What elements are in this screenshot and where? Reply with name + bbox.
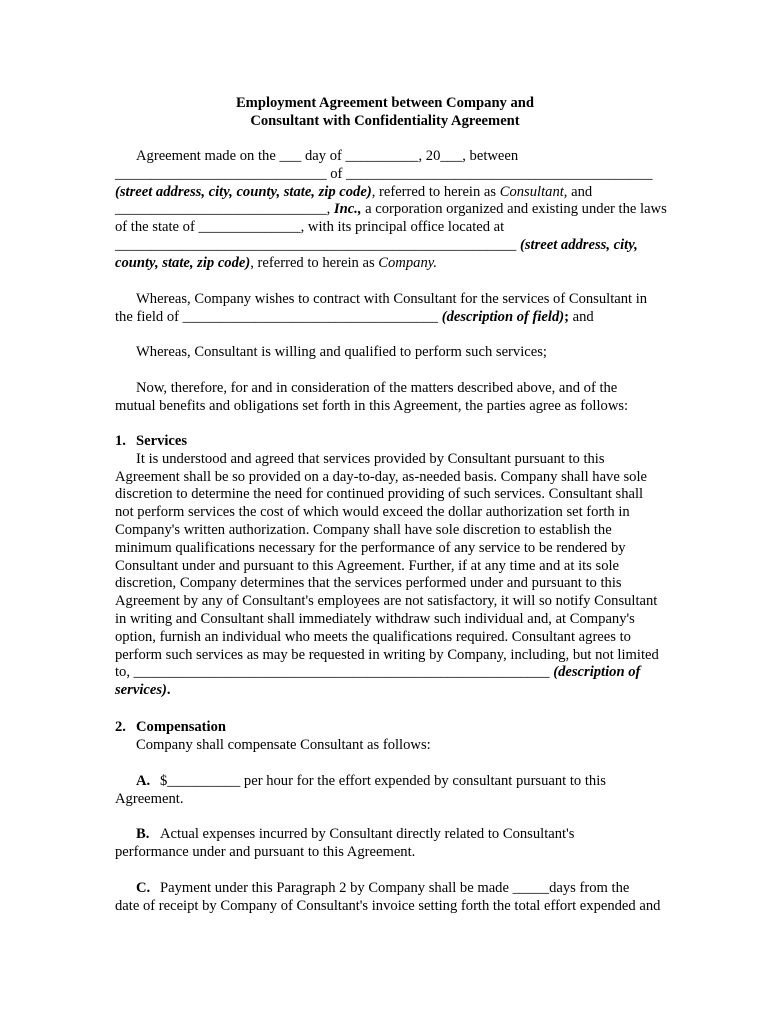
section-1-line: Consultant under and pursuant to this Agreement. Further, if at any time and at its sole xyxy=(115,557,620,574)
section-1-line: option, furnish an individual who meets the qualifications required. Consultant agrees to xyxy=(115,628,631,645)
whereas-paragraph-1 xyxy=(115,291,680,327)
section-2-intro: Company shall compensate Consultant as follows: xyxy=(136,736,431,753)
section-1-line: discretion to determine the need for continued providing of such services. Consultant shall xyxy=(115,486,644,503)
intro-line-3: (street address, city, county, state, zip code), referred to herein as Consultant, and xyxy=(115,183,593,200)
section-1-line: to, _________________________________________________________ (description of xyxy=(115,664,641,681)
consultant-address-placeholder: (street address, city, county, state, zip code) xyxy=(115,183,372,200)
section-1-line: discretion, Company determines that the services performed under and pursuant to this xyxy=(115,575,622,592)
section-1-line: services). xyxy=(115,682,171,699)
compensation-item-a: A. $__________ per hour for the effort expended by consultant pursuant to this Agreement. xyxy=(115,773,606,807)
intro-line-6: _______________________________________________________ (street address, city, xyxy=(115,236,638,253)
title-line-1: Employment Agreement between Company and xyxy=(235,95,535,111)
section-2-heading: 2. Compensation xyxy=(115,719,227,735)
intro-line-1: Agreement made on the ___ day of __________, 20___, between xyxy=(136,148,519,164)
section-1-line: Agreement shall be so provided on a day-to-day, as-needed basis. Company shall have sole xyxy=(115,468,647,485)
section-1-line: Company's written authorization. Company shall have sole discretion to establish the xyxy=(115,521,612,538)
section-1-heading: 1. Services xyxy=(115,433,188,449)
intro-paragraph xyxy=(115,148,680,273)
section-1-line: Agreement by any of Consultant's employees are not satisfactory, it will so notify Consultant xyxy=(115,593,658,610)
intro-line-2: _____________________________ of __________________________________________ xyxy=(115,165,653,182)
now-therefore-paragraph: Now, therefore, for and in consideration of the matters described above, and of the mutual benefits and obligations set forth in this Agreement, the parties agree as follows: xyxy=(115,380,629,414)
section-1-line: It is understood and agreed that services provided by Consultant pursuant to this xyxy=(136,450,605,467)
title-line-2: Consultant with Confidentiality Agreement xyxy=(250,112,520,129)
compensation-item-c: C. Payment under this Paragraph 2 by Company shall be made _____days from the date of receipt by Company of Consultant's invoice setting forth the total effort expended and xyxy=(115,880,661,914)
whereas1-line-1: Whereas, Company wishes to contract with Consultant for the services of Consultant in xyxy=(136,291,648,307)
section-1-line: minimum qualifications necessary for the performance of any service to be rendered by xyxy=(115,539,626,556)
section-compensation xyxy=(115,719,680,755)
services-description-placeholder: (description of xyxy=(553,664,641,681)
intro-line-7: county, state, zip code), referred to herein as Company. xyxy=(115,254,438,271)
intro-line-5: of the state of ______________, with its principal office located at xyxy=(115,219,505,236)
whereas1-line-2: the field of ___________________________________ (description of field); and xyxy=(115,308,594,325)
section-1-line: not perform services the cost of which would exceed the dollar authorization set forth in xyxy=(115,504,630,521)
whereas-paragraph-2: Whereas, Consultant is willing and qualified to perform such services; xyxy=(136,344,547,360)
company-address-placeholder: (street address, city, xyxy=(519,236,638,253)
section-services xyxy=(115,433,680,700)
section-1-line: perform such services as may be requested in writing by Company, including, but not limited xyxy=(115,646,659,663)
section-1-line: in writing and Consultant shall immediately withdraw such individual and, at Company's xyxy=(115,610,635,627)
intro-line-4: _____________________________, Inc., a corporation organized and existing under the laws xyxy=(115,201,667,218)
field-description-placeholder: (description of field) xyxy=(441,308,565,325)
compensation-item-b: B. Actual expenses incurred by Consultant directly related to Consultant's performance under and pursuant to this Agreement. xyxy=(115,826,575,860)
document-title xyxy=(0,95,770,131)
